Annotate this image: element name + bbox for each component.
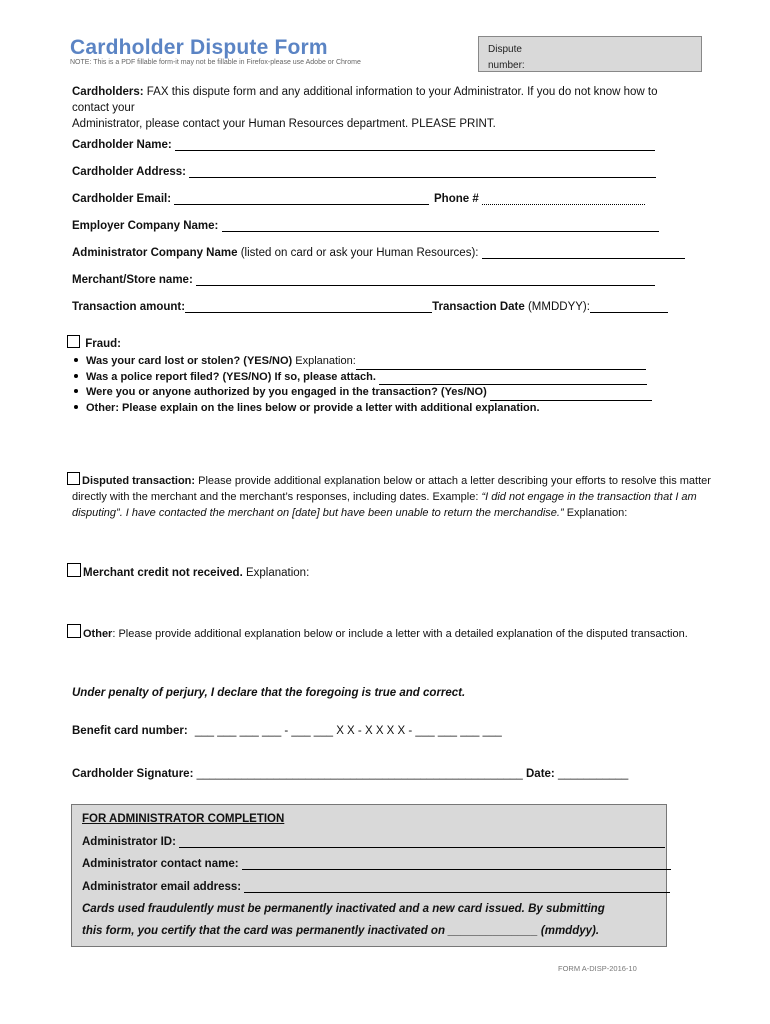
police-report-field[interactable] [379,374,647,385]
fraud-label: Fraud: [85,338,121,350]
intro-paragraph [72,84,672,132]
admin-company-hint: (listed on card or ask your Human Resources): [237,247,479,259]
bullet-hint: Explanation: [292,355,356,367]
admin-heading: FOR ADMINISTRATOR COMPLETION [82,813,285,825]
transaction-date-format: (MMDDYY): [524,301,590,313]
merchant-credit-label: Merchant credit not received. [83,567,243,579]
transaction-amount-label: Transaction amount: [72,301,186,313]
bullet-icon [74,405,78,409]
other-label: Other [83,628,113,640]
bullet-icon [74,358,78,362]
transaction-amount-field[interactable] [185,300,432,313]
benefit-card-label: Benefit card number: [72,725,188,737]
phone-field[interactable] [482,192,645,205]
number-label: number: [488,60,525,71]
admin-email-row [82,880,670,893]
admin-company-label: Administrator Company Name [72,247,238,259]
disputed-checkbox[interactable] [67,472,80,485]
cardholder-address-row [72,165,656,178]
form-title: Cardholder Dispute Form [70,36,328,59]
admin-company-field[interactable] [482,246,685,259]
dispute-label: Dispute [488,44,522,55]
employer-field[interactable] [222,219,659,232]
transaction-date-label: Transaction Date [432,301,525,313]
bullet-text: Was a police report filed? (YES/NO) If so, please attach. [86,370,376,383]
intro-text-1: FAX this dispute form and any additional information to your Administrator. If you do not know how to contact your [72,86,658,114]
merchant-credit-checkbox[interactable] [67,563,81,577]
admin-id-label: Administrator ID: [82,836,176,848]
authorized-field[interactable] [490,390,652,401]
merchant-field[interactable] [196,273,655,286]
merchant-row [72,273,655,286]
other-checkbox[interactable] [67,624,81,638]
cardholder-name-label: Cardholder Name: [72,139,172,151]
bullet-icon [74,389,78,393]
disputed-text-3b: Explanation: [563,507,628,519]
admin-id-row [82,835,665,848]
employer-row [72,219,659,232]
fraud-row [67,335,121,350]
lost-stolen-field[interactable] [356,359,646,370]
list-item [72,385,652,401]
bullet-text: Other: Please explain on the lines below or provide a letter with additional explanation. [86,401,540,414]
transaction-date-field[interactable] [590,300,668,313]
intro-lead: Cardholders: [72,86,144,98]
disputed-text-2b: “I did not engage in the transaction that I am [481,491,697,503]
list-item [72,354,652,370]
disputed-text-1: Please provide additional explanation below or attach a letter describing your efforts to resolve this matter [195,475,711,487]
other-row [67,624,688,640]
benefit-card-row [72,725,502,737]
admin-warning-text-2: this form, you certify that the card was permanently inactivated on ______________ (mmddyy). [82,925,600,937]
cardholder-name-field[interactable] [175,138,655,151]
bullet-icon [74,374,78,378]
phone-label: Phone # [434,193,479,205]
admin-contact-label: Administrator contact name: [82,858,239,870]
admin-id-field[interactable] [179,835,665,848]
disputed-text-2a: directly with the merchant and the merchant’s responses, including dates. Example: [72,491,482,503]
admin-email-field[interactable] [244,880,670,893]
signature-field[interactable]: ___________________________________________________ [196,768,523,780]
fillable-note: NOTE: This is a PDF fillable form-it may not be fillable in Firefox-please use Adobe or Chrome [70,59,361,66]
intro-text-2: Administrator, please contact your Human Resources department. PLEASE PRINT. [72,118,496,130]
disputed-label: Disputed transaction: [82,475,196,487]
declaration-text: Under penalty of perjury, I declare that the foregoing is true and correct. [72,687,466,699]
signature-date-label: Date: [526,768,555,780]
cardholder-address-label: Cardholder Address: [72,166,186,178]
admin-contact-row [82,857,671,870]
form-code: FORM A-DISP-2016-10 [558,964,637,973]
bullet-text: Were you or anyone authorized by you engaged in the transaction? (Yes/NO) [86,386,487,398]
disputed-text-3a: disputing”. I have contacted the merchant on [date] but have been unable to return the merchandise.” [72,507,564,519]
cardholder-name-row [72,138,655,151]
admin-email-label: Administrator email address: [82,881,242,893]
merchant-label: Merchant/Store name: [72,274,193,286]
signature-date-field[interactable]: ___________ [557,768,629,780]
cardholder-address-field[interactable] [189,165,656,178]
admin-company-row [72,246,685,259]
signature-row [72,768,628,780]
cardholder-email-label: Cardholder Email: [72,193,172,205]
phone-row [434,192,645,205]
merchant-credit-text: Explanation: [242,567,310,579]
signature-label: Cardholder Signature: [72,768,194,780]
employer-label: Employer Company Name: [72,220,219,232]
admin-contact-field[interactable] [242,857,671,870]
cardholder-email-row [72,192,429,205]
benefit-card-field[interactable]: ___ ___ ___ ___ - ___ ___ X X - X X X X - ___ ___ ___ ___ [194,725,502,737]
bullet-text: Was your card lost or stolen? (YES/NO) [86,355,293,367]
merchant-credit-row [67,563,309,579]
list-item [72,401,652,417]
other-text: : Please provide additional explanation below or include a letter with a detailed explanation of the disputed transaction. [112,628,688,640]
disputed-section [67,472,711,521]
cardholder-email-field[interactable] [174,192,429,205]
admin-warning-2 [82,925,599,937]
dispute-number-box[interactable] [478,36,702,72]
fraud-checkbox[interactable] [67,335,80,348]
admin-warning-text-1: Cards used fraudulently must be permanently inactivated and a new card issued. By submitting [82,903,605,915]
list-item [72,370,652,386]
transaction-row [72,300,668,313]
fraud-bullets [72,354,652,416]
admin-warning-1 [82,903,605,915]
declaration [72,687,465,699]
